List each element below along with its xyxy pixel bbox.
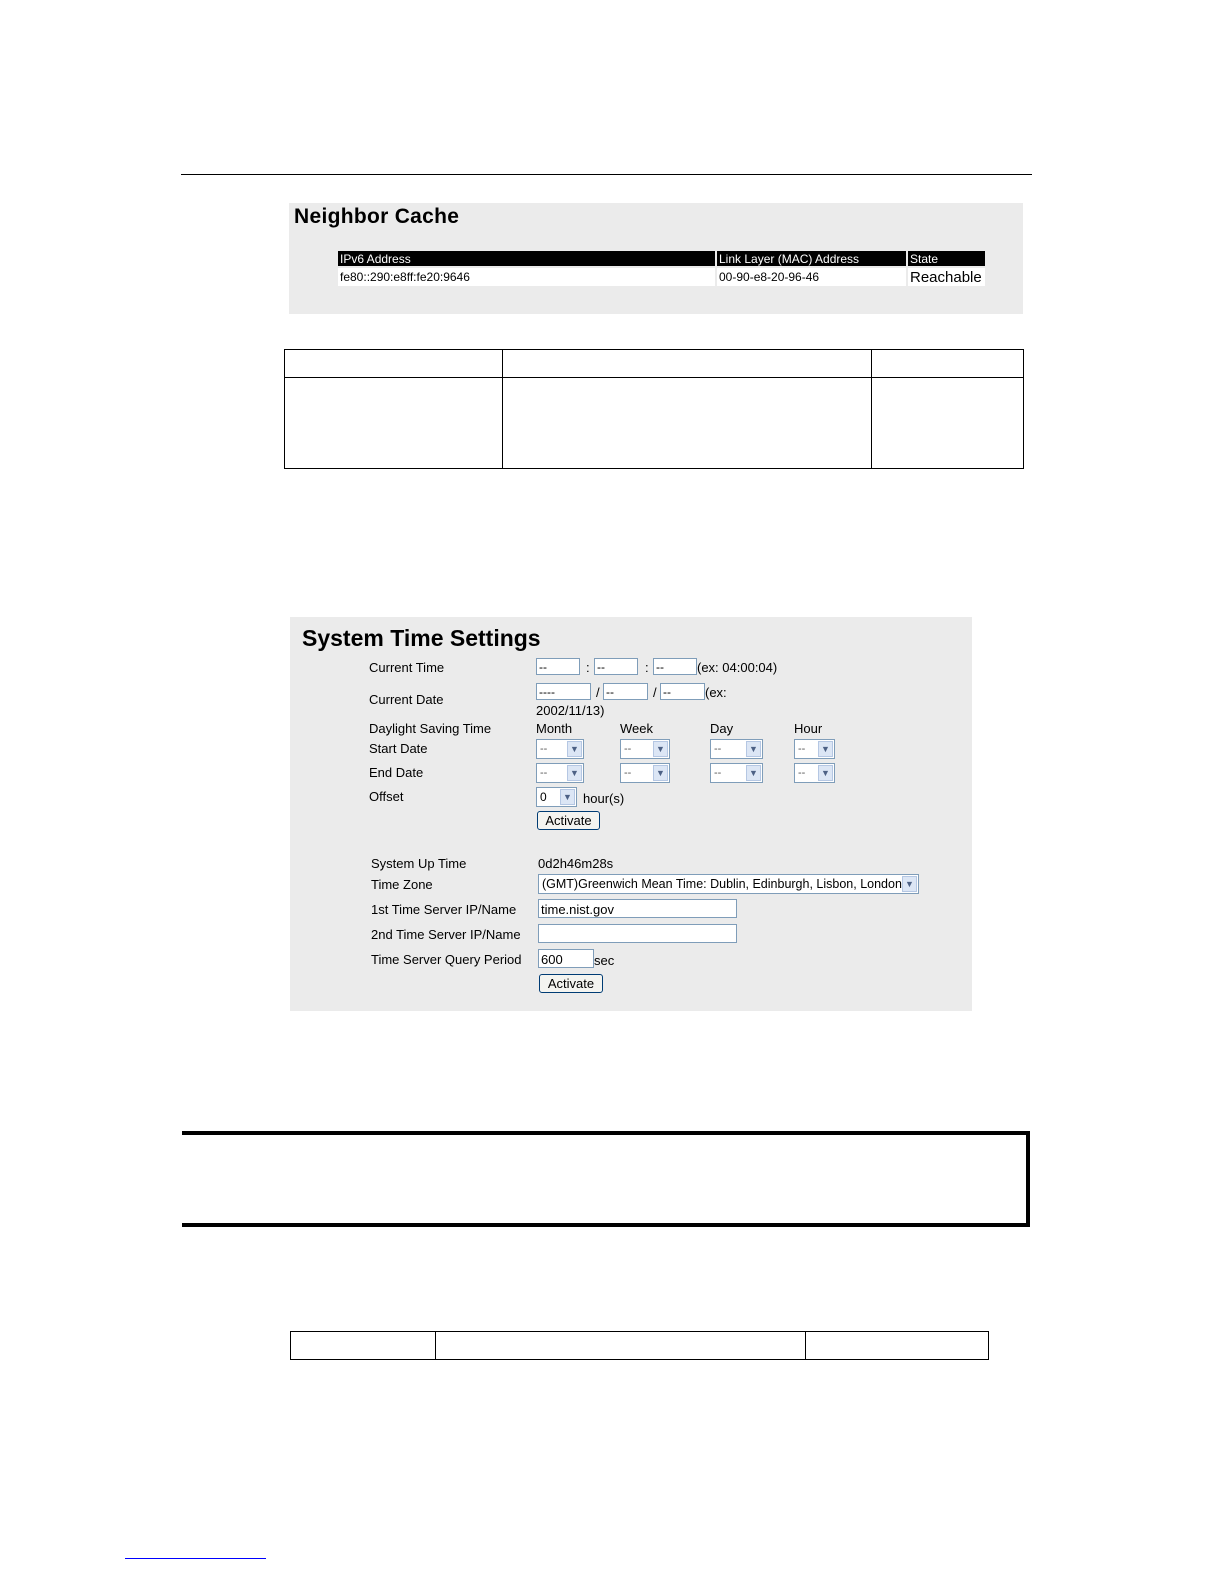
chevron-down-icon: ▼	[746, 741, 761, 757]
table-row	[338, 267, 985, 286]
dst-end-month-select[interactable]	[536, 763, 584, 783]
query-period-input[interactable]: 600	[538, 949, 594, 968]
dst-col-day: Day	[710, 721, 734, 736]
offset-select[interactable]	[536, 787, 577, 807]
dst-end-label: End Date	[369, 765, 424, 780]
description-table-1	[284, 349, 1024, 469]
current-date-label: Current Date	[369, 692, 444, 707]
selected-value: --	[714, 743, 722, 755]
server2-input[interactable]	[538, 924, 737, 943]
cell-mac: 00-90-e8-20-96-46	[716, 267, 907, 286]
selected-value: --	[624, 743, 632, 755]
chevron-down-icon: ▼	[567, 765, 582, 781]
uptime-value: 0d2h46m28s	[538, 856, 614, 871]
selected-value: --	[714, 767, 722, 779]
current-date-year-input[interactable]: ----	[536, 683, 591, 700]
cell-ipv6: fe80::290:e8ff:fe20:9646	[338, 267, 716, 286]
dst-label: Daylight Saving Time	[369, 721, 492, 736]
chevron-down-icon: ▼	[653, 765, 668, 781]
selected-value: 0	[540, 790, 547, 804]
dst-col-month: Month	[536, 721, 573, 736]
note-box	[182, 1131, 1030, 1227]
current-time-second-input[interactable]: --	[653, 658, 697, 675]
chevron-down-icon: ▼	[902, 876, 917, 892]
current-time-label: Current Time	[369, 660, 445, 675]
chevron-down-icon: ▼	[818, 741, 833, 757]
offset-label: Offset	[369, 789, 404, 804]
activate-dst-button[interactable]: Activate	[537, 811, 600, 830]
selected-value: --	[624, 767, 632, 779]
system-time-title: System Time Settings	[302, 625, 541, 651]
dst-end-day-select[interactable]	[710, 763, 763, 783]
dst-start-hour-select[interactable]	[794, 739, 835, 759]
current-date-example-value: 2002/11/13)	[536, 703, 605, 718]
selected-value: --	[798, 743, 806, 755]
current-date-day-input[interactable]: --	[660, 683, 705, 700]
chevron-down-icon: ▼	[746, 765, 761, 781]
selected-value: --	[540, 743, 548, 755]
selected-value: (GMT)Greenwich Mean Time: Dublin, Edinburgh, Lisbon, London	[542, 877, 902, 891]
current-date-month-input[interactable]: --	[603, 683, 648, 700]
dst-start-week-select[interactable]	[620, 739, 670, 759]
footer-link-underline[interactable]	[125, 1558, 266, 1559]
query-period-label: Time Server Query Period	[371, 952, 522, 967]
uptime-label: System Up Time	[371, 856, 467, 871]
chevron-down-icon: ▼	[818, 765, 833, 781]
server1-label: 1st Time Server IP/Name	[371, 902, 517, 917]
date-separator: /	[596, 685, 600, 700]
chevron-down-icon: ▼	[653, 741, 668, 757]
dst-col-week: Week	[620, 721, 653, 736]
col-ipv6-address: IPv6 Address	[338, 251, 716, 267]
current-time-minute-input[interactable]: --	[594, 658, 638, 675]
dst-end-week-select[interactable]	[620, 763, 670, 783]
time-separator: :	[586, 660, 590, 675]
selected-value: --	[798, 767, 806, 779]
timezone-label: Time Zone	[371, 877, 433, 892]
neighbor-cache-title: Neighbor Cache	[294, 205, 460, 228]
selected-value: --	[540, 767, 548, 779]
chevron-down-icon: ▼	[567, 741, 582, 757]
query-period-unit: sec	[594, 953, 615, 968]
dst-start-month-select[interactable]	[536, 739, 584, 759]
offset-unit: hour(s)	[583, 791, 625, 806]
col-mac-address: Link Layer (MAC) Address	[716, 251, 907, 267]
cell-state: Reachable	[907, 267, 985, 286]
current-time-hour-input[interactable]: --	[536, 658, 580, 675]
current-time-example: (ex: 04:00:04)	[697, 660, 778, 675]
header-rule	[181, 174, 1032, 175]
date-separator: /	[653, 685, 657, 700]
current-date-example: (ex:	[705, 685, 727, 700]
neighbor-cache-table	[338, 251, 985, 286]
dst-end-hour-select[interactable]	[794, 763, 835, 783]
timezone-select[interactable]	[538, 874, 919, 894]
server1-input[interactable]: time.nist.gov	[538, 899, 737, 918]
col-state: State	[907, 251, 985, 267]
dst-start-day-select[interactable]	[710, 739, 763, 759]
dst-col-hour: Hour	[794, 721, 823, 736]
server2-label: 2nd Time Server IP/Name	[371, 927, 521, 942]
chevron-down-icon: ▼	[560, 789, 575, 805]
dst-start-label: Start Date	[369, 741, 428, 756]
time-separator: :	[645, 660, 649, 675]
description-table-2	[290, 1331, 989, 1360]
activate-time-server-button[interactable]: Activate	[539, 974, 603, 993]
